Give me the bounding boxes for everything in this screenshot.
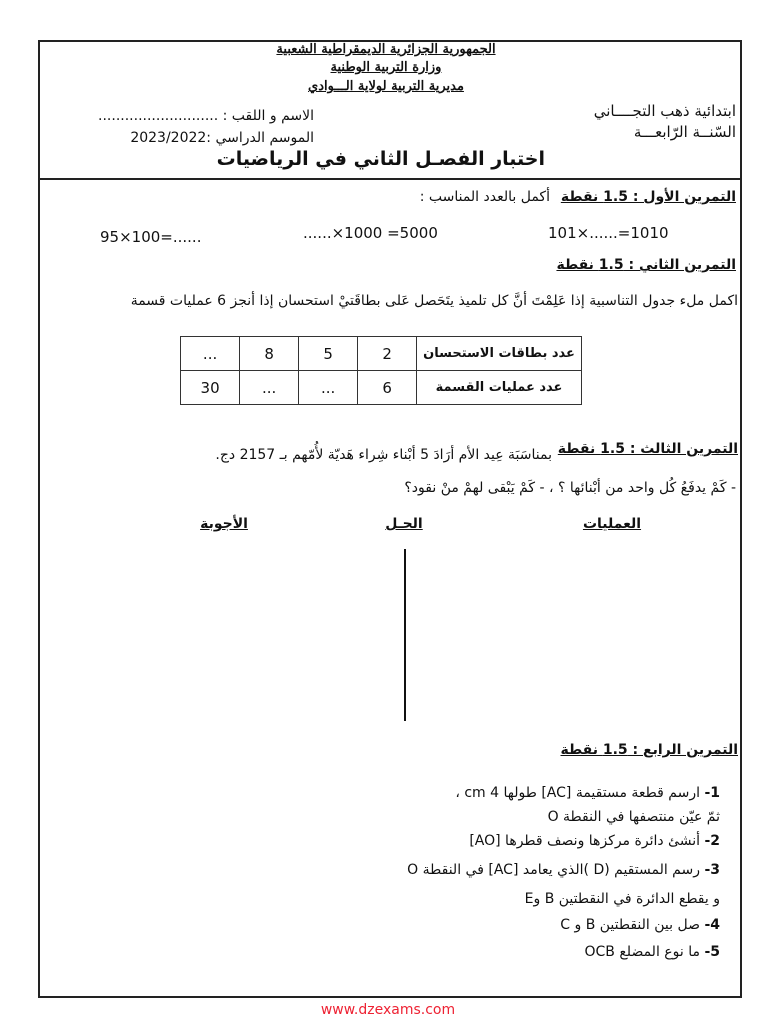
exercise3-title: التمرين الثالث : 1.5 نقطة: [557, 441, 738, 457]
student-name-field: الاسم و اللقب : ...........................: [98, 108, 314, 124]
exercise1-equation-2: ......×1000 =5000: [303, 224, 438, 242]
republic-name: الجمهورية الجزائرية الديمقراطية الشعبية: [276, 42, 496, 57]
exercise1-title: التمرين الأول : 1.5 نقطة: [560, 189, 736, 205]
school-name: ابتدائية ذهب التجــــاني: [593, 102, 736, 120]
exercise1-equation-3: 95×100=......: [100, 228, 202, 246]
column-operations-header: العمليات: [582, 516, 642, 532]
grade-level: السّنــة الرّابعـــة: [633, 123, 736, 141]
step-number: 3-: [704, 862, 720, 878]
step-number: 1-: [704, 785, 720, 801]
exercise4-step-3-cont: [360, 891, 720, 907]
exercise4-step-1-cont: [360, 809, 720, 825]
exercise1-equation-1: 101×......=1010: [548, 224, 669, 242]
exercise1-instruction: أكمل بالعدد المناسب :: [419, 189, 550, 205]
step-number: 5-: [704, 944, 720, 960]
table-cell: ...: [240, 371, 299, 405]
exercise3-questions: - كَمْ يدفَعُ كُل واحد من أبْنائها ؟ ، - كَمْ يَبْقى لهمْ منْ نقود؟: [404, 480, 736, 496]
exercise2-title: التمرين الثاني : 1.5 نقطة: [556, 257, 736, 273]
directorate-name: مديرية التربية لولاية الـــوادي: [308, 79, 464, 94]
column-answers-header: الأجوبة: [200, 516, 248, 532]
table-cell: 5: [299, 337, 358, 371]
exam-title: اختبار الفصـل الثاني في الرياضيات: [216, 148, 545, 170]
table-cell: ...: [181, 337, 240, 371]
exercise4-step-5: [360, 944, 720, 960]
proportionality-table: [180, 336, 582, 405]
step-text: ثمّ عيّن منتصفها في النقطة O: [547, 809, 720, 825]
row-label-divisions: عدد عمليات القسمة: [417, 371, 582, 405]
exercise2-statement: اكمل ملء جدول التناسبية إذا عَلِمْتَ أنَّ كل تلميذ يتَحَصل عَلى بطاقَتيْ استحسان إذا أنجز 6 عمليات قسمة: [130, 293, 738, 309]
step-text: أنشئ دائرة مركزها ونصف قطرها [AO]: [469, 833, 700, 849]
step-number: 2-: [704, 833, 720, 849]
ministry-name: وزارة التربية الوطنية: [330, 60, 442, 75]
solution-divider-line: [404, 549, 406, 721]
exercise3-statement: بمناسَبَة عِيد الأم أرَادَ 5 أبْناء شِراء هَديّة لأُمّهم بـ 2157 دج.: [215, 447, 552, 463]
step-text: صل بين النقطتين B و C: [560, 917, 700, 933]
exercise4-step-2: [360, 833, 720, 849]
header-divider: [38, 178, 742, 180]
table-row: [181, 371, 582, 405]
table-cell: 8: [240, 337, 299, 371]
website-watermark: www.dzexams.com: [320, 1002, 456, 1018]
step-number: 4-: [704, 917, 720, 933]
step-text: و يقطع الدائرة في النقطتين B وE: [524, 891, 720, 907]
column-solution-header: الحـل: [385, 516, 423, 532]
exercise4-step-3: [340, 862, 720, 878]
step-text: رسم المستقيم (D )الذي يعامد [AC] في النقطة O: [407, 862, 700, 878]
exercise4-step-4: [360, 917, 720, 933]
school-year: الموسم الدراسي :2023/2022: [130, 130, 314, 146]
step-text: ارسم قطعة مستقيمة [AC] طولها 4 cm ،: [455, 785, 700, 801]
table-cell: 2: [358, 337, 417, 371]
row-label-cards: عدد بطاقات الاستحسان: [417, 337, 582, 371]
exercise4-step-1: [360, 785, 720, 801]
exercise4-title: التمرين الرابع : 1.5 نقطة: [560, 742, 738, 758]
step-text: ما نوع المضلع OCB: [584, 944, 700, 960]
table-cell: 30: [181, 371, 240, 405]
table-row: [181, 337, 582, 371]
table-cell: 6: [358, 371, 417, 405]
table-cell: ...: [299, 371, 358, 405]
